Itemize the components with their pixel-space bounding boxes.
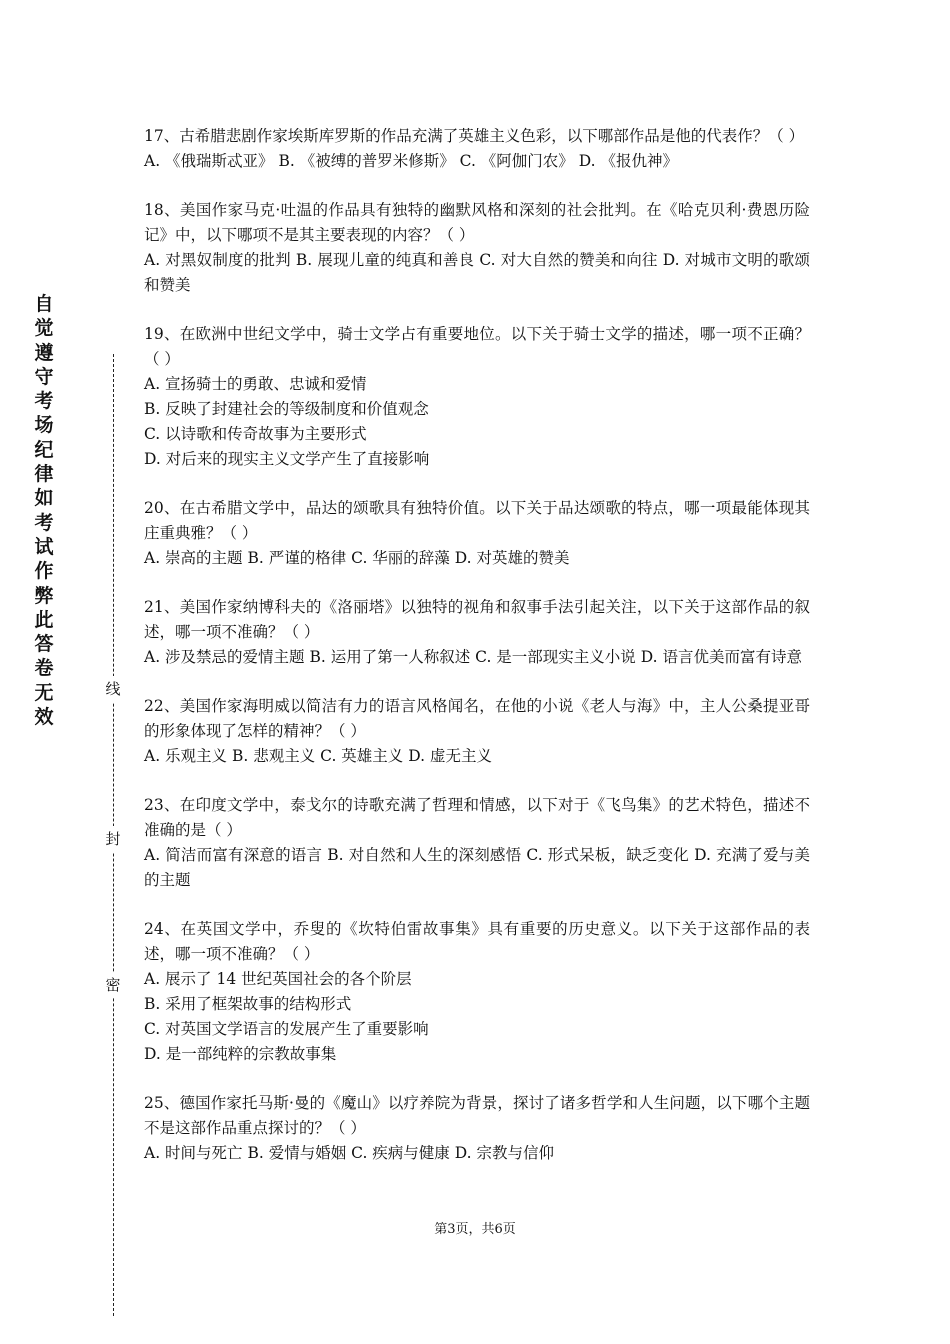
question-stem: 21、美国作家纳博科夫的《洛丽塔》以独特的视角和叙事手法引起关注，以下关于这部作品的叙述，哪一项不准确？（ ） <box>144 598 810 641</box>
question-options: A. 乐观主义 B. 悲观主义 C. 英雄主义 D. 虚无主义 <box>144 747 492 765</box>
option-a: A. 展示了 14 世纪英国社会的各个阶层 <box>144 970 412 988</box>
question-17 <box>144 124 810 174</box>
option-d: D. 是一部纯粹的宗教故事集 <box>144 1045 337 1063</box>
question-18 <box>144 198 810 298</box>
question-options: A. 时间与死亡 B. 爱情与婚姻 C. 疾病与健康 D. 宗教与信仰 <box>144 1144 554 1162</box>
option-b: B. 反映了封建社会的等级制度和价值观念 <box>144 400 429 418</box>
question-stem: 20、在古希腊文学中，品达的颂歌具有独特价值。以下关于品达颂歌的特点，哪一项最能体现其庄重典雅？（ ） <box>144 499 810 542</box>
option-c: C. 对英国文学语言的发展产生了重要影响 <box>144 1020 429 1038</box>
question-options: A. 涉及禁忌的爱情主题 B. 运用了第一人称叙述 C. 是一部现实主义小说 D. 语言优美而富有诗意 <box>144 648 802 666</box>
binding-label-line: 线 <box>104 676 122 702</box>
page-number: 第3页，共6页 <box>434 1222 516 1237</box>
option-b: B. 采用了框架故事的结构形式 <box>144 995 352 1013</box>
question-24 <box>144 917 810 1067</box>
question-stem: 18、美国作家马克·吐温的作品具有独特的幽默风格和深刻的社会批判。在《哈克贝利·费恩历险记》中，以下哪项不是其主要表现的内容？（ ） <box>144 201 810 244</box>
question-options: A. 崇高的主题 B. 严谨的格律 C. 华丽的辞藻 D. 对英雄的赞美 <box>144 549 570 567</box>
question-stem: 19、在欧洲中世纪文学中，骑士文学占有重要地位。以下关于骑士文学的描述，哪一项不正确？（ ） <box>144 325 810 368</box>
question-stem: 24、在英国文学中，乔叟的《坎特伯雷故事集》具有重要的历史意义。以下关于这部作品的表述，哪一项不准确？（ ） <box>144 920 810 963</box>
question-list <box>144 124 810 1190</box>
question-stem: 23、在印度文学中，泰戈尔的诗歌充满了哲理和情感，以下对于《飞鸟集》的艺术特色，描述不准确的是（ ） <box>144 796 810 839</box>
question-stem: 17、古希腊悲剧作家埃斯库罗斯的作品充满了英雄主义色彩，以下哪部作品是他的代表作？（ ） <box>144 127 805 145</box>
question-stem: 25、德国作家托马斯·曼的《魔山》以疗养院为背景，探讨了诸多哲学和人生问题，以下哪个主题不是这部作品重点探讨的？（ ） <box>144 1094 810 1137</box>
option-a: A. 宣扬骑士的勇敢、忠诚和爱情 <box>144 375 367 393</box>
option-c: C. 以诗歌和传奇故事为主要形式 <box>144 425 367 443</box>
question-options: A. 《俄瑞斯忒亚》 B. 《被缚的普罗米修斯》 C. 《阿伽门农》 D. 《报仇神》 <box>144 152 678 170</box>
question-20 <box>144 496 810 571</box>
question-options: A. 简洁而富有深意的语言 B. 对自然和人生的深刻感悟 C. 形式呆板，缺乏变化 D. 充满了爱与美的主题 <box>144 846 810 889</box>
question-23 <box>144 793 810 893</box>
question-19 <box>144 322 810 472</box>
question-options: A. 对黑奴制度的批判 B. 展现儿童的纯真和善良 C. 对大自然的赞美和向往 D. 对城市文明的歌颂和赞美 <box>144 251 810 294</box>
question-stem: 22、美国作家海明威以简洁有力的语言风格闻名，在他的小说《老人与海》中，主人公桑提亚哥的形象体现了怎样的精神？（ ） <box>144 697 810 740</box>
question-21 <box>144 595 810 670</box>
option-d: D. 对后来的现实主义文学产生了直接影响 <box>144 450 430 468</box>
question-22 <box>144 694 810 769</box>
binding-label-secret: 密 <box>104 972 122 998</box>
exam-discipline-warning: 自觉遵守考场纪律如考试作弊此答卷无效 <box>34 293 54 729</box>
question-25 <box>144 1091 810 1166</box>
binding-label-seal: 封 <box>104 826 122 852</box>
